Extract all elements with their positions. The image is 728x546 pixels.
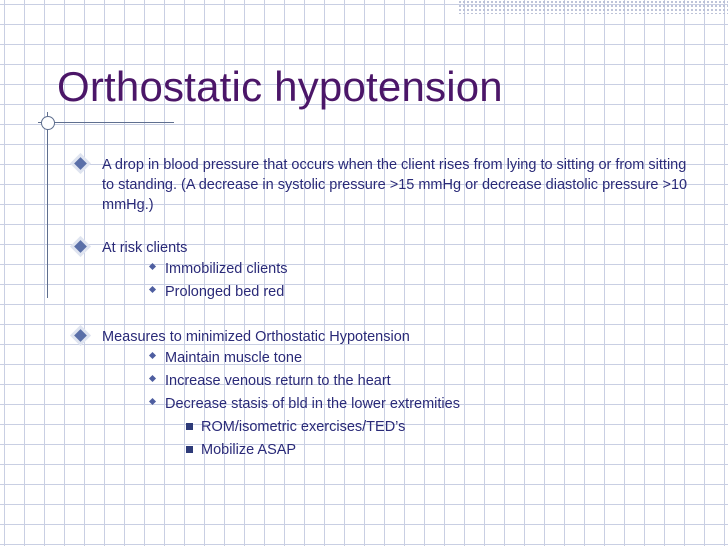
- small-diamond-bullet-icon: [149, 263, 156, 270]
- sub-bullet-text: Increase venous return to the heart: [165, 373, 391, 389]
- sub-bullet-text: Immobilized clients: [165, 261, 288, 277]
- sub-sub-bullet-item: [72, 416, 692, 439]
- sub-bullet-text: Prolonged bed red: [165, 284, 285, 300]
- square-bullet-icon: [186, 446, 193, 453]
- sub-sub-bullet-text: ROM/isometric exercises/TED’s: [201, 419, 406, 435]
- title-underline: [38, 122, 174, 123]
- corner-decoration: [458, 0, 728, 14]
- sub-sub-bullet-text: Mobilize ASAP: [201, 442, 297, 458]
- diamond-bullet-icon: [74, 157, 87, 170]
- small-diamond-bullet-icon: [149, 398, 156, 405]
- bullet-item-measures: [72, 327, 692, 347]
- left-accent-line: [47, 112, 48, 298]
- square-bullet-icon: [186, 423, 193, 430]
- sub-bullet-item: [72, 258, 692, 281]
- bullet-item-definition: [72, 155, 692, 215]
- diamond-bullet-icon: [74, 329, 87, 342]
- bullet-text: A drop in blood pressure that occurs when the client rises from lying to sitting or from sitting to standing. (A decrease in systolic pressure >15 mmHg or decrease diastolic pressure >10 mmHg.): [102, 157, 688, 213]
- sub-bullet-item: [72, 281, 692, 304]
- crosshair-icon: [41, 116, 55, 130]
- slide-title: Orthostatic hypotension: [57, 63, 503, 110]
- diamond-bullet-icon: [74, 240, 87, 253]
- sub-bullet-item: [72, 393, 692, 416]
- slide-body: [72, 155, 692, 462]
- sub-sub-bullet-item: [72, 439, 692, 462]
- bullet-text: At risk clients: [102, 240, 188, 256]
- sub-bullet-text: Decrease stasis of bld in the lower extremities: [165, 396, 460, 412]
- small-diamond-bullet-icon: [149, 352, 156, 359]
- sub-bullet-item: [72, 347, 692, 370]
- small-diamond-bullet-icon: [149, 286, 156, 293]
- bullet-item-at-risk: [72, 238, 692, 258]
- sub-bullet-text: Maintain muscle tone: [165, 350, 303, 366]
- bullet-text: Measures to minimized Orthostatic Hypotension: [102, 329, 410, 345]
- sub-bullet-item: [72, 370, 692, 393]
- small-diamond-bullet-icon: [149, 375, 156, 382]
